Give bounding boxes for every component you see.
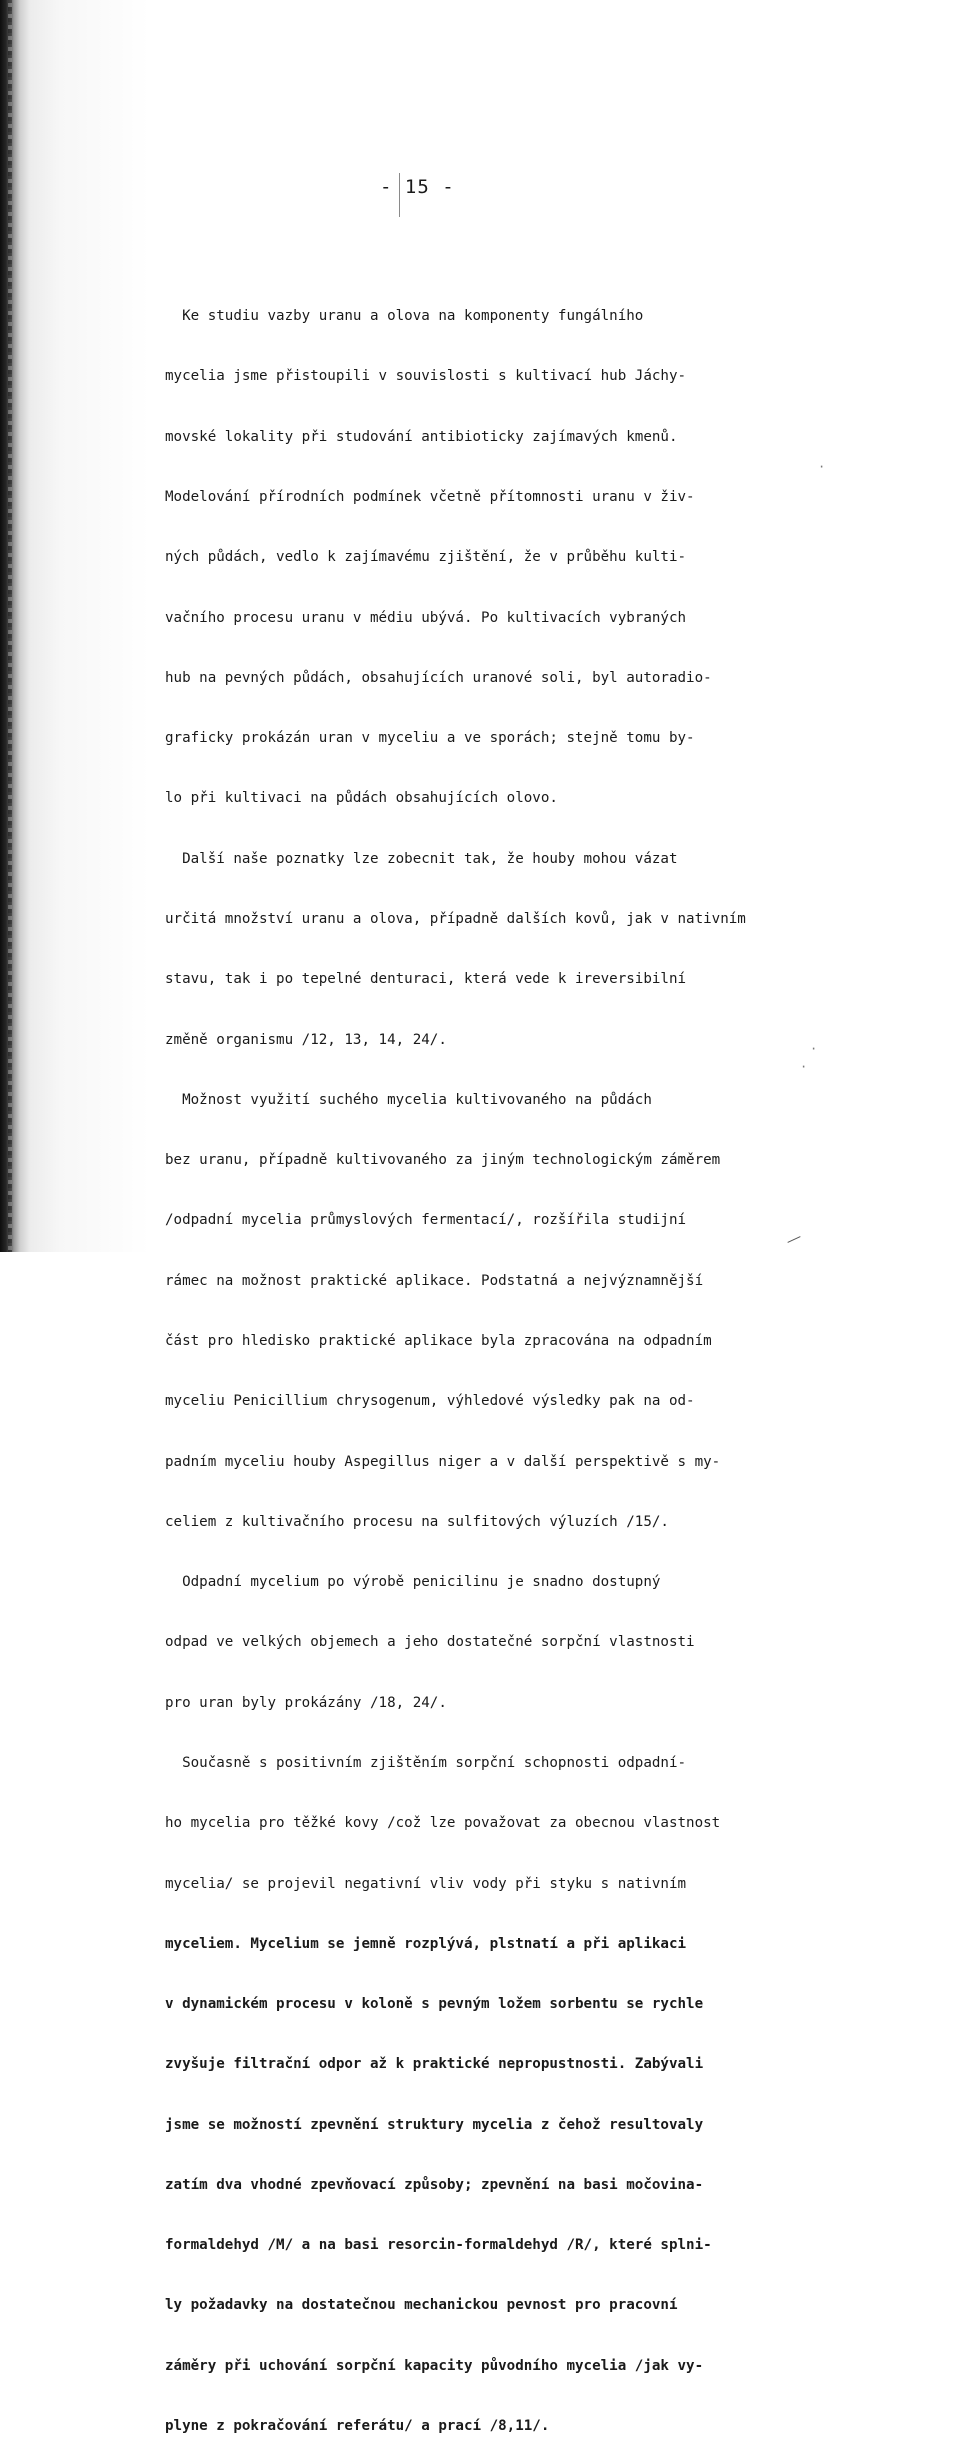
body-line: Současně s positivním zjištěním sorpční schopnosti odpadní- (165, 1754, 687, 1771)
body-line: změně organismu /12, 13, 14, 24/. (165, 1031, 447, 1048)
body-line: vačního procesu uranu v médiu ubývá. Po kultivacích vybraných (165, 609, 687, 626)
document-body (165, 266, 808, 2456)
body-line: myceliem. Mycelium se jemně rozplývá, plstnatí a při aplikaci (165, 1935, 687, 1952)
body-line: jsme se možností zpevnění struktury mycelia z čehož resultovaly (165, 2116, 704, 2133)
body-line: ných půdách, vedlo k zajímavému zjištění, že v průběhu kulti- (165, 549, 687, 566)
body-line: Odpadní mycelium po výrobě penicilinu je snadno dostupný (165, 1574, 661, 1591)
body-line: pro uran byly prokázány /18, 24/. (165, 1694, 447, 1711)
scanned-page-edge (0, 0, 150, 1252)
body-line: odpad ve velkých objemech a jeho dostatečné sorpční vlastnosti (165, 1634, 695, 1651)
body-line: celiem z kultivačního procesu na sulfitových výluzích /15/. (165, 1513, 669, 1530)
body-line: zvyšuje filtrační odpor až k praktické nepropustnosti. Zabývali (165, 2056, 704, 2073)
body-line: hub na pevných půdách, obsahujících uranové soli, byl autoradio- (165, 669, 712, 686)
body-line: stavu, tak i po tepelné denturaci, která vede k ireversibilní (165, 971, 687, 988)
body-line: bez uranu, případně kultivovaného za jiným technologickým záměrem (165, 1152, 721, 1169)
body-line: graficky prokázán uran v myceliu a ve sporách; stejně tomu by- (165, 730, 695, 747)
body-line: rámec na možnost praktické aplikace. Podstatná a nejvýznamnější (165, 1272, 704, 1289)
body-line: v dynamickém procesu v koloně s pevným ložem sorbentu se rychle (165, 1996, 704, 2013)
body-line: /odpadní mycelia průmyslových fermentací/, rozšířila studijní (165, 1212, 687, 1229)
body-line: zatím dva vhodné zpevňovací způsoby; zpevnění na basi močovina- (165, 2176, 704, 2193)
body-line: plyne z pokračování referátu/ a prací /8,11/. (165, 2418, 550, 2435)
body-line: ho mycelia pro těžké kovy /což lze považovat za obecnou vlastnost (165, 1815, 721, 1832)
body-line: Ke studiu vazby uranu a olova na komponenty fungálního (165, 308, 644, 325)
page-number: - 15 - (380, 176, 455, 198)
scan-speck: · (818, 460, 826, 474)
body-line: mycelia jsme přistoupili v souvislosti s kultivací hub Jáchy- (165, 368, 687, 385)
body-line: myceliu Penicillium chrysogenum, výhledové výsledky pak na od- (165, 1393, 695, 1410)
scan-speck: · (810, 1042, 818, 1056)
body-line: ly požadavky na dostatečnou mechanickou pevnost pro pracovní (165, 2297, 678, 2314)
scan-speck: · (800, 1060, 808, 1074)
body-line: Další naše poznatky lze zobecnit tak, že houby mohou vázat (165, 850, 678, 867)
body-line: záměry při uchování sorpční kapacity původního mycelia /jak vy- (165, 2357, 704, 2374)
body-line: Možnost využití suchého mycelia kultivovaného na půdách (165, 1091, 652, 1108)
body-line: Modelování přírodních podmínek včetně přítomnosti uranu v živ- (165, 489, 695, 506)
body-line: movské lokality při studování antibioticky zajímavých kmenů. (165, 428, 678, 445)
body-line: určitá množství uranu a olova, případně dalších kovů, jak v nativním (165, 911, 746, 927)
body-line: mycelia/ se projevil negativní vliv vody při styku s nativním (165, 1875, 687, 1892)
body-line: lo při kultivaci na půdách obsahujících olovo. (165, 790, 558, 807)
body-line: část pro hledisko praktické aplikace byla zpracována na odpadním (165, 1332, 712, 1349)
body-line: padním myceliu houby Aspegillus niger a v další perspektivě s my- (165, 1453, 721, 1470)
body-line: formaldehyd /M/ a na basi resorcin-formaldehyd /R/, které splni- (165, 2237, 712, 2254)
